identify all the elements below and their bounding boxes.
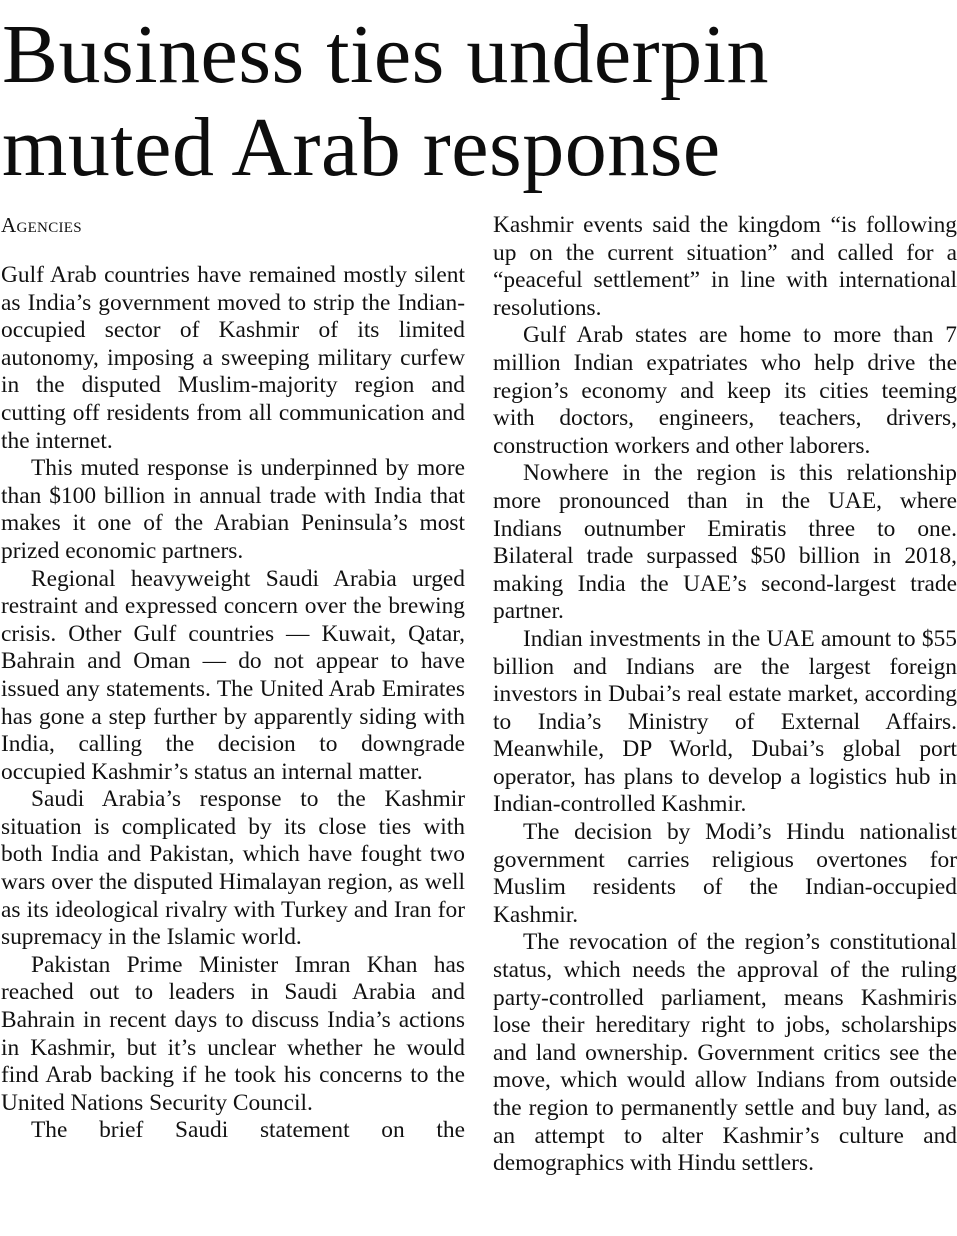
paragraph-1: Gulf Arab countries have remained mostly silent as India’s government moved to strip the Indian-occupied sector of Kashmir of its limited autonomy, imposing a sweeping military curfew in the disputed Muslim-majority region and cutting off residents from all communication and the internet. [1, 262, 465, 454]
paragraph-9: Indian investments in the UAE amount to $55 billion and Indians are the largest foreign investors in Dubai’s real estate market, according to India’s Ministry of External Affairs. Meanwhile, DP World, Dubai’s global port operator, has plans to develop a logistics hub in Indian-controlled Kashmir. [493, 625, 957, 818]
paragraph-4: Saudi Arabia’s response to the Kashmir situation is complicated by its close ties with both India and Pakistan, which have fought two wars over the disputed Himalayan region, as well as its ideological rivalry with Turkey and Iran for supremacy in the Islamic world. [1, 786, 465, 951]
paragraph-7: Gulf Arab states are home to more than 7 million Indian expatriates who help drive the region’s economy and keep its cities teeming with doctors, engineers, teachers, drivers, construction workers and other laborers. [493, 322, 957, 459]
paragraph-3: Regional heavyweight Saudi Arabia urged restraint and expressed concern over the brewing crisis. Other Gulf countries — Kuwait, Qatar, Bahrain and Oman — do not appear to have issued any statements. The United Arab Emirates has gone a step further by apparently siding with India, calling the decision to downgrade occupied Kashmir’s status an internal matter. [1, 565, 465, 785]
article-column-right [493, 212, 957, 1178]
paragraph-6-start: The brief Saudi statement on the [31, 1117, 465, 1144]
paragraph-2: This muted response is underpinned by more than $100 billion in annual trade with India that makes it one of the Arabian Peninsula’s most prized economic partners. [1, 455, 465, 564]
article-column-left [1, 212, 465, 1145]
paragraph-11: The revocation of the region’s constitutional status, which needs the approval of the ruling party-controlled parliament, means Kashmiris lose their hereditary right to jobs, scholarships and land ownership. Government critics see the move, which would allow Indians from outside the region to permanently settle and buy land, as an attempt to alter Kashmir’s culture and demographics with Hindu settlers. [493, 929, 957, 1177]
paragraph-6-continued: Kashmir events said the kingdom “is following up on the current situation” and called for a “peaceful settlement” in line with international resolutions. [493, 212, 957, 321]
paragraph-5: Pakistan Prime Minister Imran Khan has reached out to leaders in Saudi Arabia and Bahrain in recent days to discuss India’s actions in Kashmir, but it’s unclear whether he would find Arab backing if he took his concerns to the United Nations Security Council. [1, 951, 465, 1116]
headline [2, 8, 952, 194]
byline: Agencies [1, 213, 82, 237]
headline-line-2: muted Arab response [2, 101, 721, 194]
headline-line-1: Business ties underpin [2, 8, 769, 101]
paragraph-10: The decision by Modi’s Hindu nationalist government carries religious overtones for Muslim residents of the Indian-occupied Kashmir. [493, 819, 957, 928]
paragraph-8: Nowhere in the region is this relationship more pronounced than in the UAE, where Indians outnumber Emiratis three to one. Bilateral trade surpassed $50 billion in 2018, making India the UAE’s second-largest trade partner. [493, 460, 957, 625]
